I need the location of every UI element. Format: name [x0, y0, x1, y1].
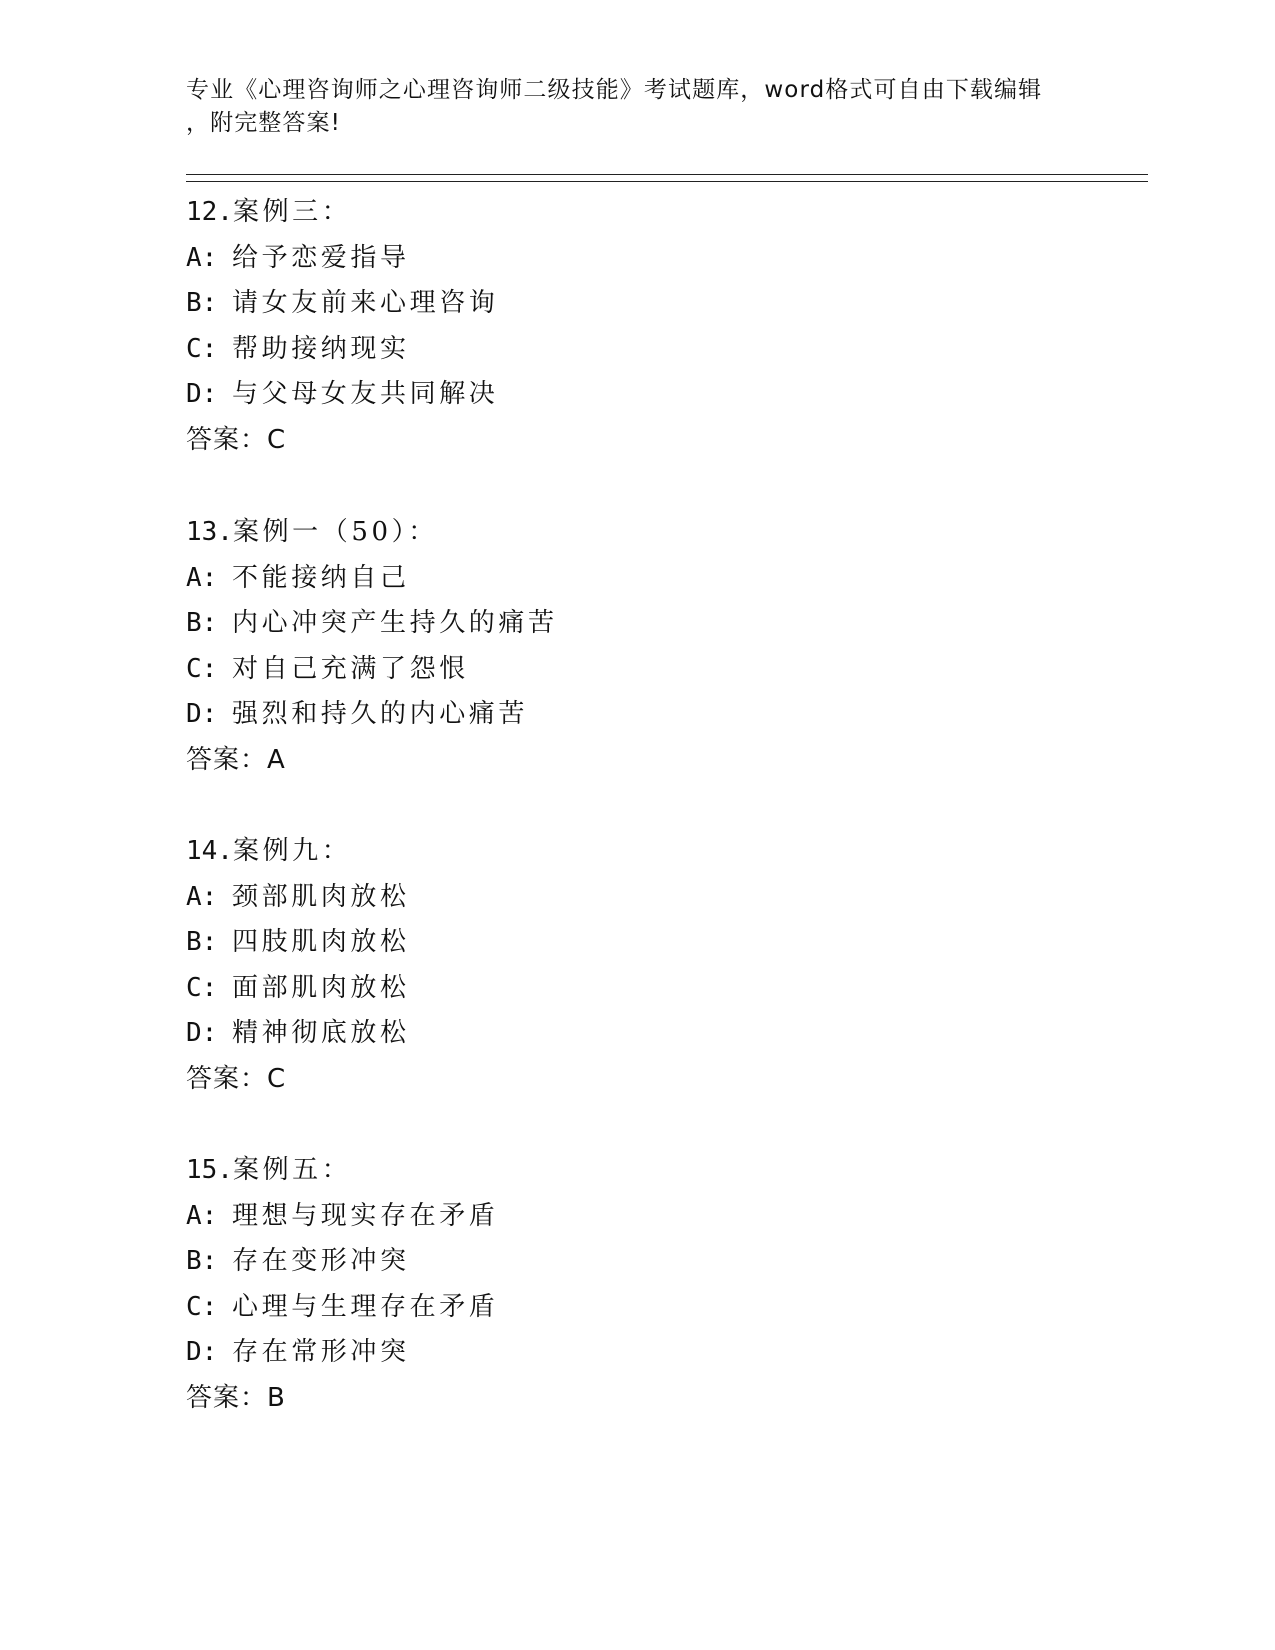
question-15: [186, 1148, 1146, 1422]
option-key: C:: [186, 333, 218, 364]
option-text: 内心冲突产生持久的痛苦: [232, 608, 558, 639]
question-title: 案例五：: [232, 1155, 352, 1185]
option-text: 存在常形冲突: [232, 1337, 410, 1368]
option-key: B:: [186, 288, 218, 319]
option-key: B:: [186, 608, 218, 639]
question-heading: [186, 510, 1146, 556]
answer-line: 答案：C: [186, 424, 287, 455]
question-heading: [186, 1148, 1146, 1194]
question-number: 13.: [186, 517, 233, 547]
option-key: D:: [186, 379, 218, 410]
option-key: C:: [186, 972, 218, 1003]
option-key: A:: [186, 1200, 218, 1231]
option-key: B:: [186, 927, 218, 958]
option-b: [186, 601, 1146, 647]
question-title: 案例一（50）：: [232, 517, 438, 547]
question-heading: [186, 829, 1146, 875]
header-divider-top: [186, 174, 1148, 175]
document-header: [186, 74, 1086, 140]
option-key: D:: [186, 699, 218, 730]
option-text: 请女友前来心理咨询: [232, 288, 499, 319]
option-text: 存在变形冲突: [232, 1246, 410, 1277]
option-key: A:: [186, 881, 218, 912]
option-text: 帮助接纳现实: [232, 333, 410, 364]
answer-line: 答案：A: [186, 744, 286, 775]
option-c: [186, 1285, 1146, 1331]
option-text: 给予恋爱指导: [232, 242, 410, 273]
option-a: [186, 875, 1146, 921]
option-key: C:: [186, 1291, 218, 1322]
option-c: [186, 647, 1146, 693]
option-text: 心理与生理存在矛盾: [232, 1291, 499, 1322]
question-title: 案例三：: [232, 197, 352, 227]
option-d: [186, 372, 1146, 418]
question-number: 15.: [186, 1155, 233, 1185]
option-key: C:: [186, 653, 218, 684]
question-number: 12.: [186, 197, 233, 227]
option-a: [186, 1194, 1146, 1240]
header-divider-bottom: [186, 181, 1148, 182]
option-b: [186, 281, 1146, 327]
option-key: A:: [186, 242, 218, 273]
option-b: [186, 920, 1146, 966]
option-key: D:: [186, 1018, 218, 1049]
option-d: [186, 692, 1146, 738]
question-heading: [186, 190, 1146, 236]
option-text: 精神彻底放松: [232, 1018, 410, 1049]
question-12: [186, 190, 1146, 464]
option-text: 面部肌肉放松: [232, 972, 410, 1003]
option-key: B:: [186, 1246, 218, 1277]
option-c: [186, 966, 1146, 1012]
question-title: 案例九：: [232, 836, 352, 866]
option-a: [186, 556, 1146, 602]
option-a: [186, 236, 1146, 282]
question-14: [186, 829, 1146, 1103]
option-text: 与父母女友共同解决: [232, 379, 499, 410]
header-line-2: ，附完整答案!: [186, 110, 341, 136]
option-b: [186, 1239, 1146, 1285]
option-d: [186, 1011, 1146, 1057]
question-number: 14.: [186, 836, 233, 866]
option-d: [186, 1330, 1146, 1376]
option-text: 不能接纳自己: [232, 562, 410, 593]
option-text: 对自己充满了怨恨: [232, 653, 469, 684]
answer-line: 答案：B: [186, 1382, 286, 1413]
option-text: 颈部肌肉放松: [232, 881, 410, 912]
option-text: 理想与现实存在矛盾: [232, 1200, 499, 1231]
option-text: 强烈和持久的内心痛苦: [232, 699, 529, 730]
option-key: D:: [186, 1337, 218, 1368]
question-13: [186, 510, 1146, 784]
option-key: A:: [186, 562, 218, 593]
header-line-1: 专业《心理咨询师之心理咨询师二级技能》考试题库，word格式可自由下载编辑: [186, 77, 1043, 103]
option-text: 四肢肌肉放松: [232, 927, 410, 958]
answer-line: 答案：C: [186, 1063, 287, 1094]
option-c: [186, 327, 1146, 373]
